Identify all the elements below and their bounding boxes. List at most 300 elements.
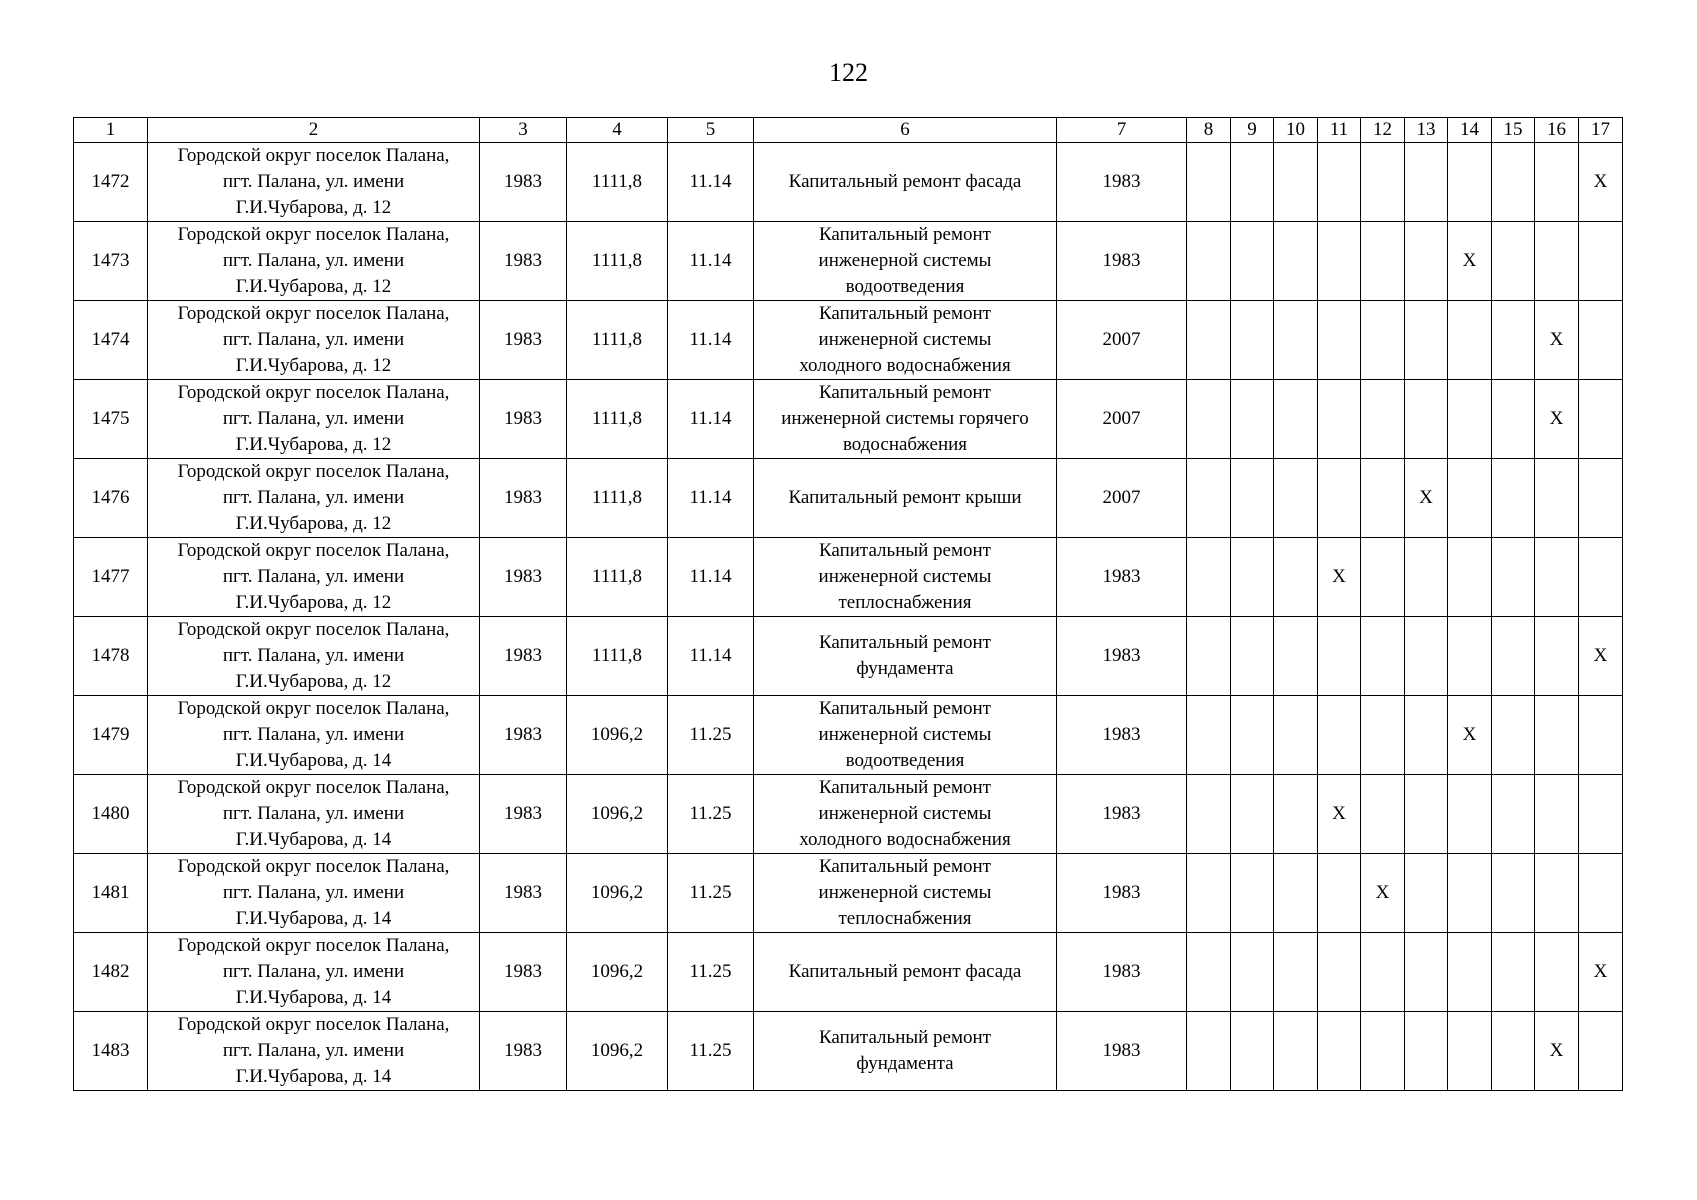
row-number: 1472 bbox=[74, 143, 148, 222]
address-cell-line: Городской округ поселок Палана, bbox=[177, 461, 450, 482]
period-cell-9 bbox=[1231, 696, 1274, 775]
last-repair-year-cell: 2007 bbox=[1057, 380, 1187, 459]
period-cell-12 bbox=[1361, 775, 1405, 854]
area-cell: 1111,8 bbox=[567, 380, 668, 459]
work-type-cell-line: инженерной системы bbox=[818, 329, 992, 350]
address-cell bbox=[148, 854, 480, 933]
column-header: 3 bbox=[480, 118, 567, 143]
area-cell: 1111,8 bbox=[567, 617, 668, 696]
work-type-cell-line: фундамента bbox=[856, 658, 954, 679]
column-header: 14 bbox=[1448, 118, 1492, 143]
period-cell-11: X bbox=[1318, 775, 1361, 854]
column-header: 16 bbox=[1535, 118, 1579, 143]
address-cell-line: пгт. Палана, ул. имени bbox=[222, 329, 405, 350]
table-row bbox=[74, 1012, 1623, 1091]
period-cell-8 bbox=[1187, 854, 1231, 933]
column-header: 10 bbox=[1274, 118, 1318, 143]
period-cell-13 bbox=[1405, 380, 1448, 459]
address-cell bbox=[148, 143, 480, 222]
address-cell-line: пгт. Палана, ул. имени bbox=[222, 961, 405, 982]
period-cell-9 bbox=[1231, 1012, 1274, 1091]
period-cell-10 bbox=[1274, 222, 1318, 301]
work-type-cell-line: инженерной системы bbox=[818, 250, 992, 271]
period-cell-9 bbox=[1231, 380, 1274, 459]
period-cell-11 bbox=[1318, 459, 1361, 538]
last-repair-year-cell: 1983 bbox=[1057, 222, 1187, 301]
build-year-cell: 1983 bbox=[480, 143, 567, 222]
period-cell-15 bbox=[1492, 854, 1535, 933]
period-cell-15 bbox=[1492, 143, 1535, 222]
build-year-cell: 1983 bbox=[480, 380, 567, 459]
area-cell: 1096,2 bbox=[567, 854, 668, 933]
work-type-cell bbox=[754, 854, 1057, 933]
rate-cell: 11.25 bbox=[668, 933, 754, 1012]
address-cell-line: пгт. Палана, ул. имени bbox=[222, 171, 405, 192]
period-cell-13 bbox=[1405, 222, 1448, 301]
work-type-cell-line: холодного водоснабжения bbox=[799, 829, 1011, 850]
row-number: 1482 bbox=[74, 933, 148, 1012]
work-type-cell-line: Капитальный ремонт bbox=[818, 224, 991, 245]
period-cell-8 bbox=[1187, 775, 1231, 854]
work-type-cell-line: водоснабжения bbox=[842, 434, 968, 455]
last-repair-year-cell: 1983 bbox=[1057, 1012, 1187, 1091]
address-cell bbox=[148, 775, 480, 854]
work-type-cell bbox=[754, 538, 1057, 617]
period-cell-14: X bbox=[1448, 222, 1492, 301]
work-type-cell-line: водоотведения bbox=[845, 750, 965, 771]
column-header: 11 bbox=[1318, 118, 1361, 143]
period-cell-17 bbox=[1579, 380, 1623, 459]
period-cell-14 bbox=[1448, 459, 1492, 538]
period-cell-15 bbox=[1492, 933, 1535, 1012]
work-type-cell bbox=[754, 222, 1057, 301]
work-type-cell bbox=[754, 617, 1057, 696]
area-cell: 1096,2 bbox=[567, 933, 668, 1012]
address-cell-line: Г.И.Чубарова, д. 14 bbox=[235, 1066, 392, 1087]
period-cell-10 bbox=[1274, 854, 1318, 933]
address-cell bbox=[148, 696, 480, 775]
address-cell-line: пгт. Палана, ул. имени bbox=[222, 566, 405, 587]
period-cell-12 bbox=[1361, 538, 1405, 617]
last-repair-year-cell: 1983 bbox=[1057, 696, 1187, 775]
period-cell-12 bbox=[1361, 222, 1405, 301]
period-cell-14 bbox=[1448, 380, 1492, 459]
period-cell-8 bbox=[1187, 696, 1231, 775]
column-header: 4 bbox=[567, 118, 668, 143]
address-cell-line: Г.И.Чубарова, д. 12 bbox=[235, 592, 392, 613]
period-cell-15 bbox=[1492, 538, 1535, 617]
rate-cell: 11.14 bbox=[668, 222, 754, 301]
period-cell-11 bbox=[1318, 854, 1361, 933]
work-type-cell bbox=[754, 696, 1057, 775]
last-repair-year-cell: 1983 bbox=[1057, 854, 1187, 933]
period-cell-12 bbox=[1361, 380, 1405, 459]
address-cell-line: Г.И.Чубарова, д. 14 bbox=[235, 987, 392, 1008]
period-cell-13 bbox=[1405, 775, 1448, 854]
page-number: 122 bbox=[829, 58, 868, 87]
work-type-cell bbox=[754, 775, 1057, 854]
work-type-cell bbox=[754, 143, 1057, 222]
address-cell bbox=[148, 301, 480, 380]
capital-repair-table bbox=[73, 117, 1623, 1091]
period-cell-9 bbox=[1231, 459, 1274, 538]
work-type-cell-line: Капитальный ремонт bbox=[818, 777, 991, 798]
area-cell: 1111,8 bbox=[567, 459, 668, 538]
area-cell: 1096,2 bbox=[567, 1012, 668, 1091]
period-cell-15 bbox=[1492, 696, 1535, 775]
period-cell-16: X bbox=[1535, 380, 1579, 459]
period-cell-15 bbox=[1492, 380, 1535, 459]
build-year-cell: 1983 bbox=[480, 538, 567, 617]
period-cell-9 bbox=[1231, 933, 1274, 1012]
build-year-cell: 1983 bbox=[480, 617, 567, 696]
period-cell-13 bbox=[1405, 301, 1448, 380]
row-number: 1481 bbox=[74, 854, 148, 933]
last-repair-year-cell: 1983 bbox=[1057, 775, 1187, 854]
address-cell-line: пгт. Палана, ул. имени bbox=[222, 1040, 405, 1061]
row-number: 1475 bbox=[74, 380, 148, 459]
address-cell-line: Городской округ поселок Палана, bbox=[177, 698, 450, 719]
rate-cell: 11.14 bbox=[668, 301, 754, 380]
period-cell-8 bbox=[1187, 301, 1231, 380]
rate-cell: 11.14 bbox=[668, 380, 754, 459]
column-header: 12 bbox=[1361, 118, 1405, 143]
address-cell-line: пгт. Палана, ул. имени bbox=[222, 803, 405, 824]
period-cell-9 bbox=[1231, 301, 1274, 380]
address-cell-line: Городской округ поселок Палана, bbox=[177, 619, 450, 640]
work-type-cell bbox=[754, 933, 1057, 1012]
work-type-cell-line: инженерной системы bbox=[818, 724, 992, 745]
period-cell-10 bbox=[1274, 696, 1318, 775]
table-row bbox=[74, 143, 1623, 222]
area-cell: 1111,8 bbox=[567, 301, 668, 380]
address-cell-line: пгт. Палана, ул. имени bbox=[222, 724, 405, 745]
period-cell-10 bbox=[1274, 380, 1318, 459]
period-cell-16 bbox=[1535, 459, 1579, 538]
row-number: 1479 bbox=[74, 696, 148, 775]
build-year-cell: 1983 bbox=[480, 301, 567, 380]
period-cell-15 bbox=[1492, 1012, 1535, 1091]
period-cell-11 bbox=[1318, 222, 1361, 301]
period-cell-12 bbox=[1361, 1012, 1405, 1091]
address-cell-line: пгт. Палана, ул. имени bbox=[222, 487, 405, 508]
column-header: 1 bbox=[74, 118, 148, 143]
period-cell-16 bbox=[1535, 143, 1579, 222]
address-cell-line: Городской округ поселок Палана, bbox=[177, 856, 450, 877]
period-cell-12 bbox=[1361, 617, 1405, 696]
rate-cell: 11.14 bbox=[668, 538, 754, 617]
address-cell-line: Г.И.Чубарова, д. 14 bbox=[235, 829, 392, 850]
period-cell-11 bbox=[1318, 143, 1361, 222]
address-cell-line: Г.И.Чубарова, д. 14 bbox=[235, 908, 392, 929]
period-cell-14 bbox=[1448, 143, 1492, 222]
column-header: 9 bbox=[1231, 118, 1274, 143]
period-cell-16 bbox=[1535, 222, 1579, 301]
period-cell-16 bbox=[1535, 538, 1579, 617]
period-cell-17: X bbox=[1579, 933, 1623, 1012]
period-cell-8 bbox=[1187, 933, 1231, 1012]
work-type-cell-line: Капитальный ремонт bbox=[818, 303, 991, 324]
work-type-cell-line: Капитальный ремонт bbox=[818, 1027, 991, 1048]
work-type-cell-line: Капитальный ремонт крыши bbox=[788, 487, 1022, 508]
period-cell-12 bbox=[1361, 696, 1405, 775]
period-cell-12 bbox=[1361, 301, 1405, 380]
address-cell bbox=[148, 1012, 480, 1091]
period-cell-15 bbox=[1492, 617, 1535, 696]
address-cell-line: пгт. Палана, ул. имени bbox=[222, 408, 405, 429]
period-cell-13 bbox=[1405, 538, 1448, 617]
period-cell-13 bbox=[1405, 143, 1448, 222]
last-repair-year-cell: 2007 bbox=[1057, 301, 1187, 380]
work-type-cell bbox=[754, 380, 1057, 459]
work-type-cell-line: инженерной системы bbox=[818, 566, 992, 587]
period-cell-11: X bbox=[1318, 538, 1361, 617]
period-cell-17 bbox=[1579, 301, 1623, 380]
period-cell-8 bbox=[1187, 617, 1231, 696]
period-cell-9 bbox=[1231, 222, 1274, 301]
address-cell bbox=[148, 459, 480, 538]
address-cell bbox=[148, 617, 480, 696]
table-row bbox=[74, 538, 1623, 617]
area-cell: 1111,8 bbox=[567, 538, 668, 617]
rate-cell: 11.25 bbox=[668, 1012, 754, 1091]
period-cell-14 bbox=[1448, 538, 1492, 617]
address-cell bbox=[148, 933, 480, 1012]
work-type-cell-line: Капитальный ремонт bbox=[818, 382, 991, 403]
table-row bbox=[74, 380, 1623, 459]
period-cell-16 bbox=[1535, 775, 1579, 854]
period-cell-13 bbox=[1405, 617, 1448, 696]
area-cell: 1096,2 bbox=[567, 696, 668, 775]
period-cell-12 bbox=[1361, 143, 1405, 222]
column-header: 2 bbox=[148, 118, 480, 143]
column-header: 5 bbox=[668, 118, 754, 143]
period-cell-17 bbox=[1579, 696, 1623, 775]
period-cell-9 bbox=[1231, 617, 1274, 696]
rate-cell: 11.14 bbox=[668, 459, 754, 538]
table-row bbox=[74, 933, 1623, 1012]
address-cell-line: Г.И.Чубарова, д. 12 bbox=[235, 355, 392, 376]
last-repair-year-cell: 1983 bbox=[1057, 617, 1187, 696]
work-type-cell-line: инженерной системы bbox=[818, 882, 992, 903]
work-type-cell-line: Капитальный ремонт фасада bbox=[788, 961, 1022, 982]
period-cell-11 bbox=[1318, 696, 1361, 775]
period-cell-13 bbox=[1405, 696, 1448, 775]
build-year-cell: 1983 bbox=[480, 854, 567, 933]
period-cell-8 bbox=[1187, 380, 1231, 459]
row-number: 1483 bbox=[74, 1012, 148, 1091]
period-cell-14: X bbox=[1448, 696, 1492, 775]
table-row bbox=[74, 775, 1623, 854]
address-cell-line: Городской округ поселок Палана, bbox=[177, 777, 450, 798]
period-cell-16: X bbox=[1535, 1012, 1579, 1091]
address-cell-line: Городской округ поселок Палана, bbox=[177, 145, 450, 166]
column-header: 15 bbox=[1492, 118, 1535, 143]
address-cell-line: Городской округ поселок Палана, bbox=[177, 224, 450, 245]
build-year-cell: 1983 bbox=[480, 696, 567, 775]
period-cell-14 bbox=[1448, 933, 1492, 1012]
rate-cell: 11.25 bbox=[668, 696, 754, 775]
column-header: 7 bbox=[1057, 118, 1187, 143]
period-cell-11 bbox=[1318, 380, 1361, 459]
row-number: 1476 bbox=[74, 459, 148, 538]
period-cell-10 bbox=[1274, 459, 1318, 538]
period-cell-10 bbox=[1274, 933, 1318, 1012]
period-cell-13 bbox=[1405, 933, 1448, 1012]
work-type-cell-line: холодного водоснабжения bbox=[799, 355, 1011, 376]
period-cell-17: X bbox=[1579, 617, 1623, 696]
period-cell-9 bbox=[1231, 538, 1274, 617]
work-type-cell-line: теплоснабжения bbox=[838, 592, 972, 613]
address-cell bbox=[148, 538, 480, 617]
address-cell-line: Г.И.Чубарова, д. 12 bbox=[235, 197, 392, 218]
address-cell-line: Городской округ поселок Палана, bbox=[177, 1014, 450, 1035]
table-row bbox=[74, 459, 1623, 538]
address-cell-line: Г.И.Чубарова, д. 12 bbox=[235, 434, 392, 455]
period-cell-11 bbox=[1318, 1012, 1361, 1091]
address-cell-line: пгт. Палана, ул. имени bbox=[222, 882, 405, 903]
address-cell bbox=[148, 222, 480, 301]
work-type-cell-line: водоотведения bbox=[845, 276, 965, 297]
work-type-cell-line: Капитальный ремонт bbox=[818, 698, 991, 719]
rate-cell: 11.14 bbox=[668, 617, 754, 696]
period-cell-8 bbox=[1187, 222, 1231, 301]
address-cell-line: Городской округ поселок Палана, bbox=[177, 303, 450, 324]
last-repair-year-cell: 1983 bbox=[1057, 933, 1187, 1012]
period-cell-13 bbox=[1405, 1012, 1448, 1091]
work-type-cell-line: инженерной системы bbox=[818, 803, 992, 824]
work-type-cell-line: инженерной системы горячего bbox=[781, 408, 1029, 429]
period-cell-10 bbox=[1274, 775, 1318, 854]
rate-cell: 11.25 bbox=[668, 775, 754, 854]
row-number: 1473 bbox=[74, 222, 148, 301]
table-row bbox=[74, 301, 1623, 380]
period-cell-17 bbox=[1579, 222, 1623, 301]
address-cell bbox=[148, 380, 480, 459]
address-cell-line: Г.И.Чубарова, д. 14 bbox=[235, 750, 392, 771]
period-cell-14 bbox=[1448, 775, 1492, 854]
address-cell-line: Городской округ поселок Палана, bbox=[177, 540, 450, 561]
period-cell-14 bbox=[1448, 854, 1492, 933]
work-type-cell-line: Капитальный ремонт фасада bbox=[788, 171, 1022, 192]
row-number: 1477 bbox=[74, 538, 148, 617]
area-cell: 1111,8 bbox=[567, 222, 668, 301]
table-row bbox=[74, 222, 1623, 301]
period-cell-10 bbox=[1274, 1012, 1318, 1091]
period-cell-16 bbox=[1535, 696, 1579, 775]
period-cell-13: X bbox=[1405, 459, 1448, 538]
row-number: 1474 bbox=[74, 301, 148, 380]
period-cell-15 bbox=[1492, 301, 1535, 380]
period-cell-9 bbox=[1231, 854, 1274, 933]
work-type-cell-line: Капитальный ремонт bbox=[818, 856, 991, 877]
period-cell-10 bbox=[1274, 617, 1318, 696]
build-year-cell: 1983 bbox=[480, 775, 567, 854]
period-cell-14 bbox=[1448, 1012, 1492, 1091]
column-header: 17 bbox=[1579, 118, 1623, 143]
period-cell-13 bbox=[1405, 854, 1448, 933]
last-repair-year-cell: 1983 bbox=[1057, 143, 1187, 222]
period-cell-12: X bbox=[1361, 854, 1405, 933]
build-year-cell: 1983 bbox=[480, 1012, 567, 1091]
table-row bbox=[74, 617, 1623, 696]
period-cell-10 bbox=[1274, 301, 1318, 380]
period-cell-16: X bbox=[1535, 301, 1579, 380]
work-type-cell-line: фундамента bbox=[856, 1053, 954, 1074]
period-cell-11 bbox=[1318, 617, 1361, 696]
period-cell-17 bbox=[1579, 854, 1623, 933]
last-repair-year-cell: 1983 bbox=[1057, 538, 1187, 617]
period-cell-10 bbox=[1274, 143, 1318, 222]
address-cell-line: Городской округ поселок Палана, bbox=[177, 935, 450, 956]
area-cell: 1111,8 bbox=[567, 143, 668, 222]
table-row bbox=[74, 854, 1623, 933]
work-type-cell-line: Капитальный ремонт bbox=[818, 540, 991, 561]
work-type-cell bbox=[754, 301, 1057, 380]
build-year-cell: 1983 bbox=[480, 933, 567, 1012]
period-cell-16 bbox=[1535, 617, 1579, 696]
build-year-cell: 1983 bbox=[480, 459, 567, 538]
period-cell-17 bbox=[1579, 1012, 1623, 1091]
period-cell-8 bbox=[1187, 1012, 1231, 1091]
period-cell-14 bbox=[1448, 617, 1492, 696]
period-cell-15 bbox=[1492, 222, 1535, 301]
address-cell-line: Г.И.Чубарова, д. 12 bbox=[235, 513, 392, 534]
column-header: 8 bbox=[1187, 118, 1231, 143]
rate-cell: 11.25 bbox=[668, 854, 754, 933]
address-cell-line: пгт. Палана, ул. имени bbox=[222, 645, 405, 666]
table-row bbox=[74, 696, 1623, 775]
period-cell-15 bbox=[1492, 459, 1535, 538]
period-cell-9 bbox=[1231, 143, 1274, 222]
period-cell-14 bbox=[1448, 301, 1492, 380]
period-cell-11 bbox=[1318, 933, 1361, 1012]
area-cell: 1096,2 bbox=[567, 775, 668, 854]
row-number: 1480 bbox=[74, 775, 148, 854]
period-cell-16 bbox=[1535, 933, 1579, 1012]
period-cell-17 bbox=[1579, 775, 1623, 854]
period-cell-10 bbox=[1274, 538, 1318, 617]
address-cell-line: Г.И.Чубарова, д. 12 bbox=[235, 671, 392, 692]
period-cell-12 bbox=[1361, 459, 1405, 538]
work-type-cell-line: теплоснабжения bbox=[838, 908, 972, 929]
last-repair-year-cell: 2007 bbox=[1057, 459, 1187, 538]
address-cell-line: Г.И.Чубарова, д. 12 bbox=[235, 276, 392, 297]
period-cell-17: X bbox=[1579, 143, 1623, 222]
work-type-cell-line: Капитальный ремонт bbox=[818, 632, 991, 653]
column-header: 6 bbox=[754, 118, 1057, 143]
column-header: 13 bbox=[1405, 118, 1448, 143]
period-cell-17 bbox=[1579, 538, 1623, 617]
work-type-cell bbox=[754, 1012, 1057, 1091]
period-cell-8 bbox=[1187, 538, 1231, 617]
build-year-cell: 1983 bbox=[480, 222, 567, 301]
address-cell-line: пгт. Палана, ул. имени bbox=[222, 250, 405, 271]
period-cell-11 bbox=[1318, 301, 1361, 380]
period-cell-12 bbox=[1361, 933, 1405, 1012]
header-row bbox=[74, 118, 1623, 143]
period-cell-15 bbox=[1492, 775, 1535, 854]
period-cell-8 bbox=[1187, 143, 1231, 222]
period-cell-16 bbox=[1535, 854, 1579, 933]
period-cell-9 bbox=[1231, 775, 1274, 854]
address-cell-line: Городской округ поселок Палана, bbox=[177, 382, 450, 403]
row-number: 1478 bbox=[74, 617, 148, 696]
rate-cell: 11.14 bbox=[668, 143, 754, 222]
work-type-cell bbox=[754, 459, 1057, 538]
period-cell-8 bbox=[1187, 459, 1231, 538]
period-cell-17 bbox=[1579, 459, 1623, 538]
